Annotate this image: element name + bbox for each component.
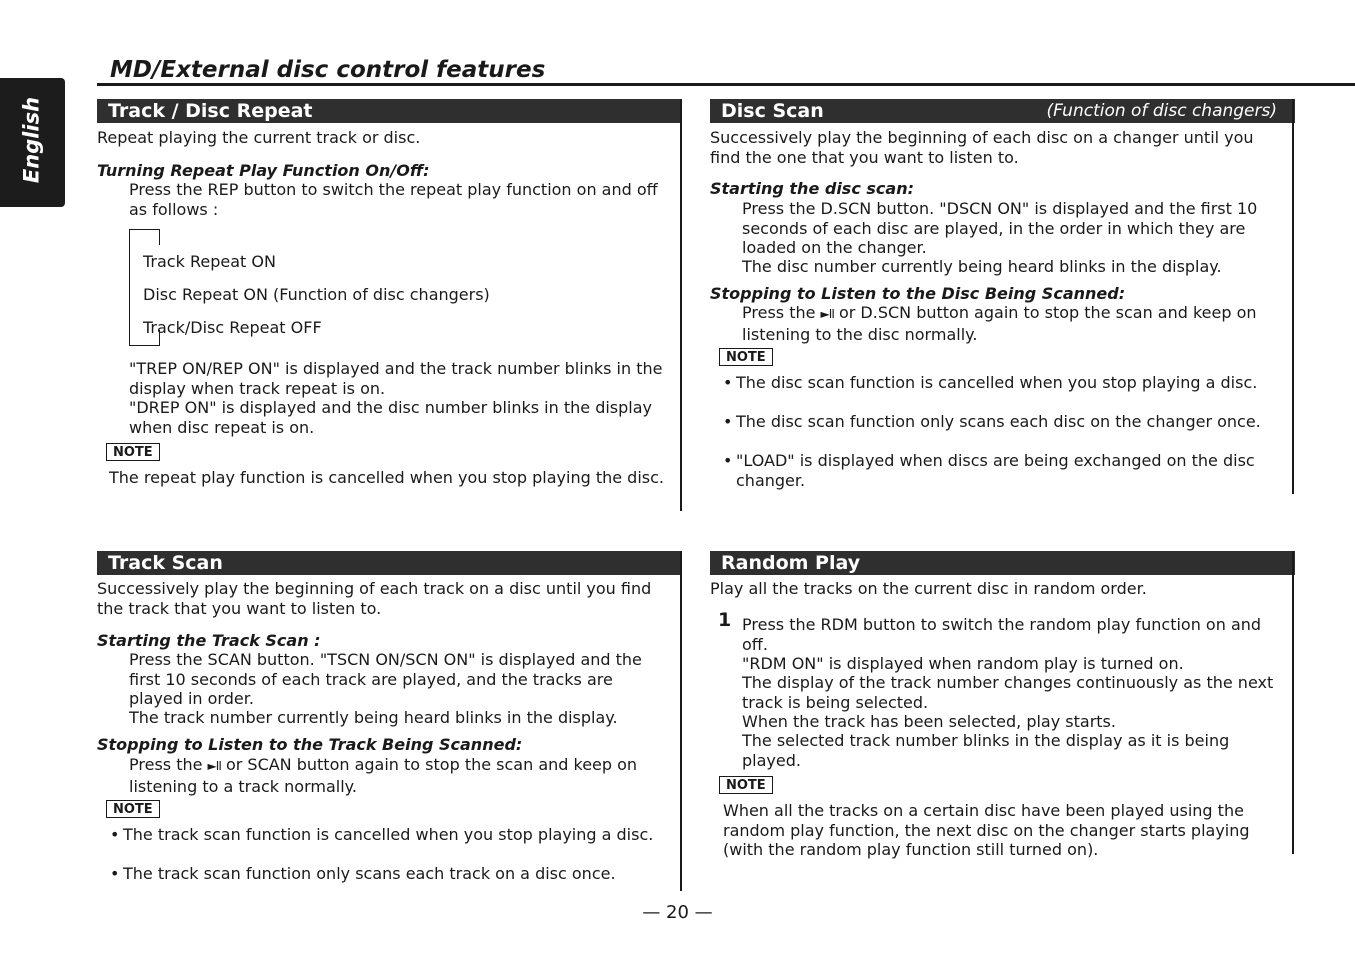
section-title: Disc Scan [721,100,824,122]
list-item-text: The disc scan function is cancelled when you stop playing a disc. [736,373,1258,392]
section-heading-track-disc-repeat [97,99,682,123]
intro-text: Play all the tracks on the current disc in random order. [710,579,1147,598]
step-text: The selected track number blinks in the display as it is being played. [742,731,1230,770]
list-item [110,825,670,865]
section-title: Track Scan [108,552,223,574]
note-badge: NOTE [719,348,773,366]
list-item-text: "LOAD" is displayed when discs are being exchanged on the disc changer. [736,451,1255,490]
column-rule [680,99,682,511]
intro-text: Successively play the beginning of each track on a disc until you find the track that you want to listen to. [97,579,652,618]
section-heading-disc-scan [710,99,1295,123]
section-heading-random-play [710,551,1295,575]
column-rule [1292,551,1294,854]
note-text: When all the tracks on a certain disc have been played using the random play function, the next disc on the changer starts playing (with the random play function still turned on). [723,801,1250,859]
text-fragment: Press the [129,755,203,774]
instruction-text: Press the REP button to switch the repeat play function on and off as follows : [129,180,658,219]
step-text: Press the RDM button to switch the random play function on and off. [742,615,1262,654]
bullet-icon: • [723,412,733,431]
note-badge: NOTE [106,800,160,818]
list-item-text: The disc scan function only scans each disc on the changer once. [736,412,1261,431]
body-text: Press the D.SCN button. "DSCN ON" is displayed and the first 10 seconds of each disc are played, in the order in which they are loaded on the changer. [742,199,1258,257]
subheading: Turning Repeat Play Function On/Off: [97,161,430,180]
subheading: Starting the Track Scan : [97,631,321,650]
column-rule [680,551,682,891]
page-title: MD/External disc control features [110,57,546,83]
detail-text: "TREP ON/REP ON" is displayed and the track number blinks in the display when track repeat is on. [129,359,663,398]
note-badge: NOTE [106,443,160,461]
body-text [129,755,669,796]
step-text: When the track has been selected, play starts. [742,712,1116,731]
detail-text: "DREP ON" is displayed and the disc number blinks in the display when disc repeat is on. [129,398,652,437]
section-title: Track / Disc Repeat [108,100,313,122]
cycle-item-1: Track Repeat ON [143,252,276,271]
section-heading-track-scan [97,551,682,575]
bullet-icon: • [110,864,120,883]
intro-text: Repeat playing the current track or disc. [97,128,421,147]
subheading: Stopping to Listen to the Track Being Scanned: [97,735,523,754]
list-item [723,373,1283,413]
bullet-icon: • [723,373,733,392]
intro-text: Successively play the beginning of each disc on a changer until you find the one that you want to listen to. [710,128,1254,167]
body-text [742,303,1282,344]
body-text: Press the SCAN button. "TSCN ON/SCN ON" is displayed and the first 10 seconds of each track are played, and the tracks are played in order. [129,650,642,708]
cycle-item-2: Disc Repeat ON (Function of disc changers) [143,285,490,304]
list-item [110,864,670,884]
note-text: The repeat play function is cancelled when you stop playing the disc. [109,468,664,487]
step-text: "RDM ON" is displayed when random play is turned on. [742,654,1184,673]
text-fragment: or D.SCN button again to stop the scan and keep on listening to the disc normally. [742,303,1257,344]
column-rule [1292,99,1294,494]
list-item-text: The track scan function only scans each track on a disc once. [123,864,616,883]
section-subtitle: (Function of disc changers) [1046,101,1277,121]
subheading: Stopping to Listen to the Disc Being Scanned: [710,284,1126,303]
play-pause-icon: ►II [820,307,834,321]
list-item [723,412,1283,452]
play-pause-icon: ►II [207,759,221,773]
title-rule [97,83,1355,86]
section-title: Random Play [721,552,861,574]
bullet-icon: • [723,451,733,470]
subheading: Starting the disc scan: [710,179,914,198]
list-item [723,451,1283,491]
note-badge: NOTE [719,776,773,794]
text-fragment: or SCAN button again to stop the scan and keep on listening to a track normally. [129,755,638,796]
text-fragment: Press the [742,303,816,322]
cycle-item-3: Track/Disc Repeat OFF [143,318,322,337]
list-item-text: The track scan function is cancelled when you stop playing a disc. [123,825,654,844]
step-text: The display of the track number changes continuously as the next track is being selected. [742,673,1274,712]
language-tab-label: English [19,96,44,184]
page-number: — 20 — [642,902,713,923]
step-number: 1 [718,609,732,631]
bullet-icon: • [110,825,120,844]
body-text: The track number currently being heard blinks in the display. [129,708,618,727]
body-text: The disc number currently being heard blinks in the display. [742,257,1222,276]
